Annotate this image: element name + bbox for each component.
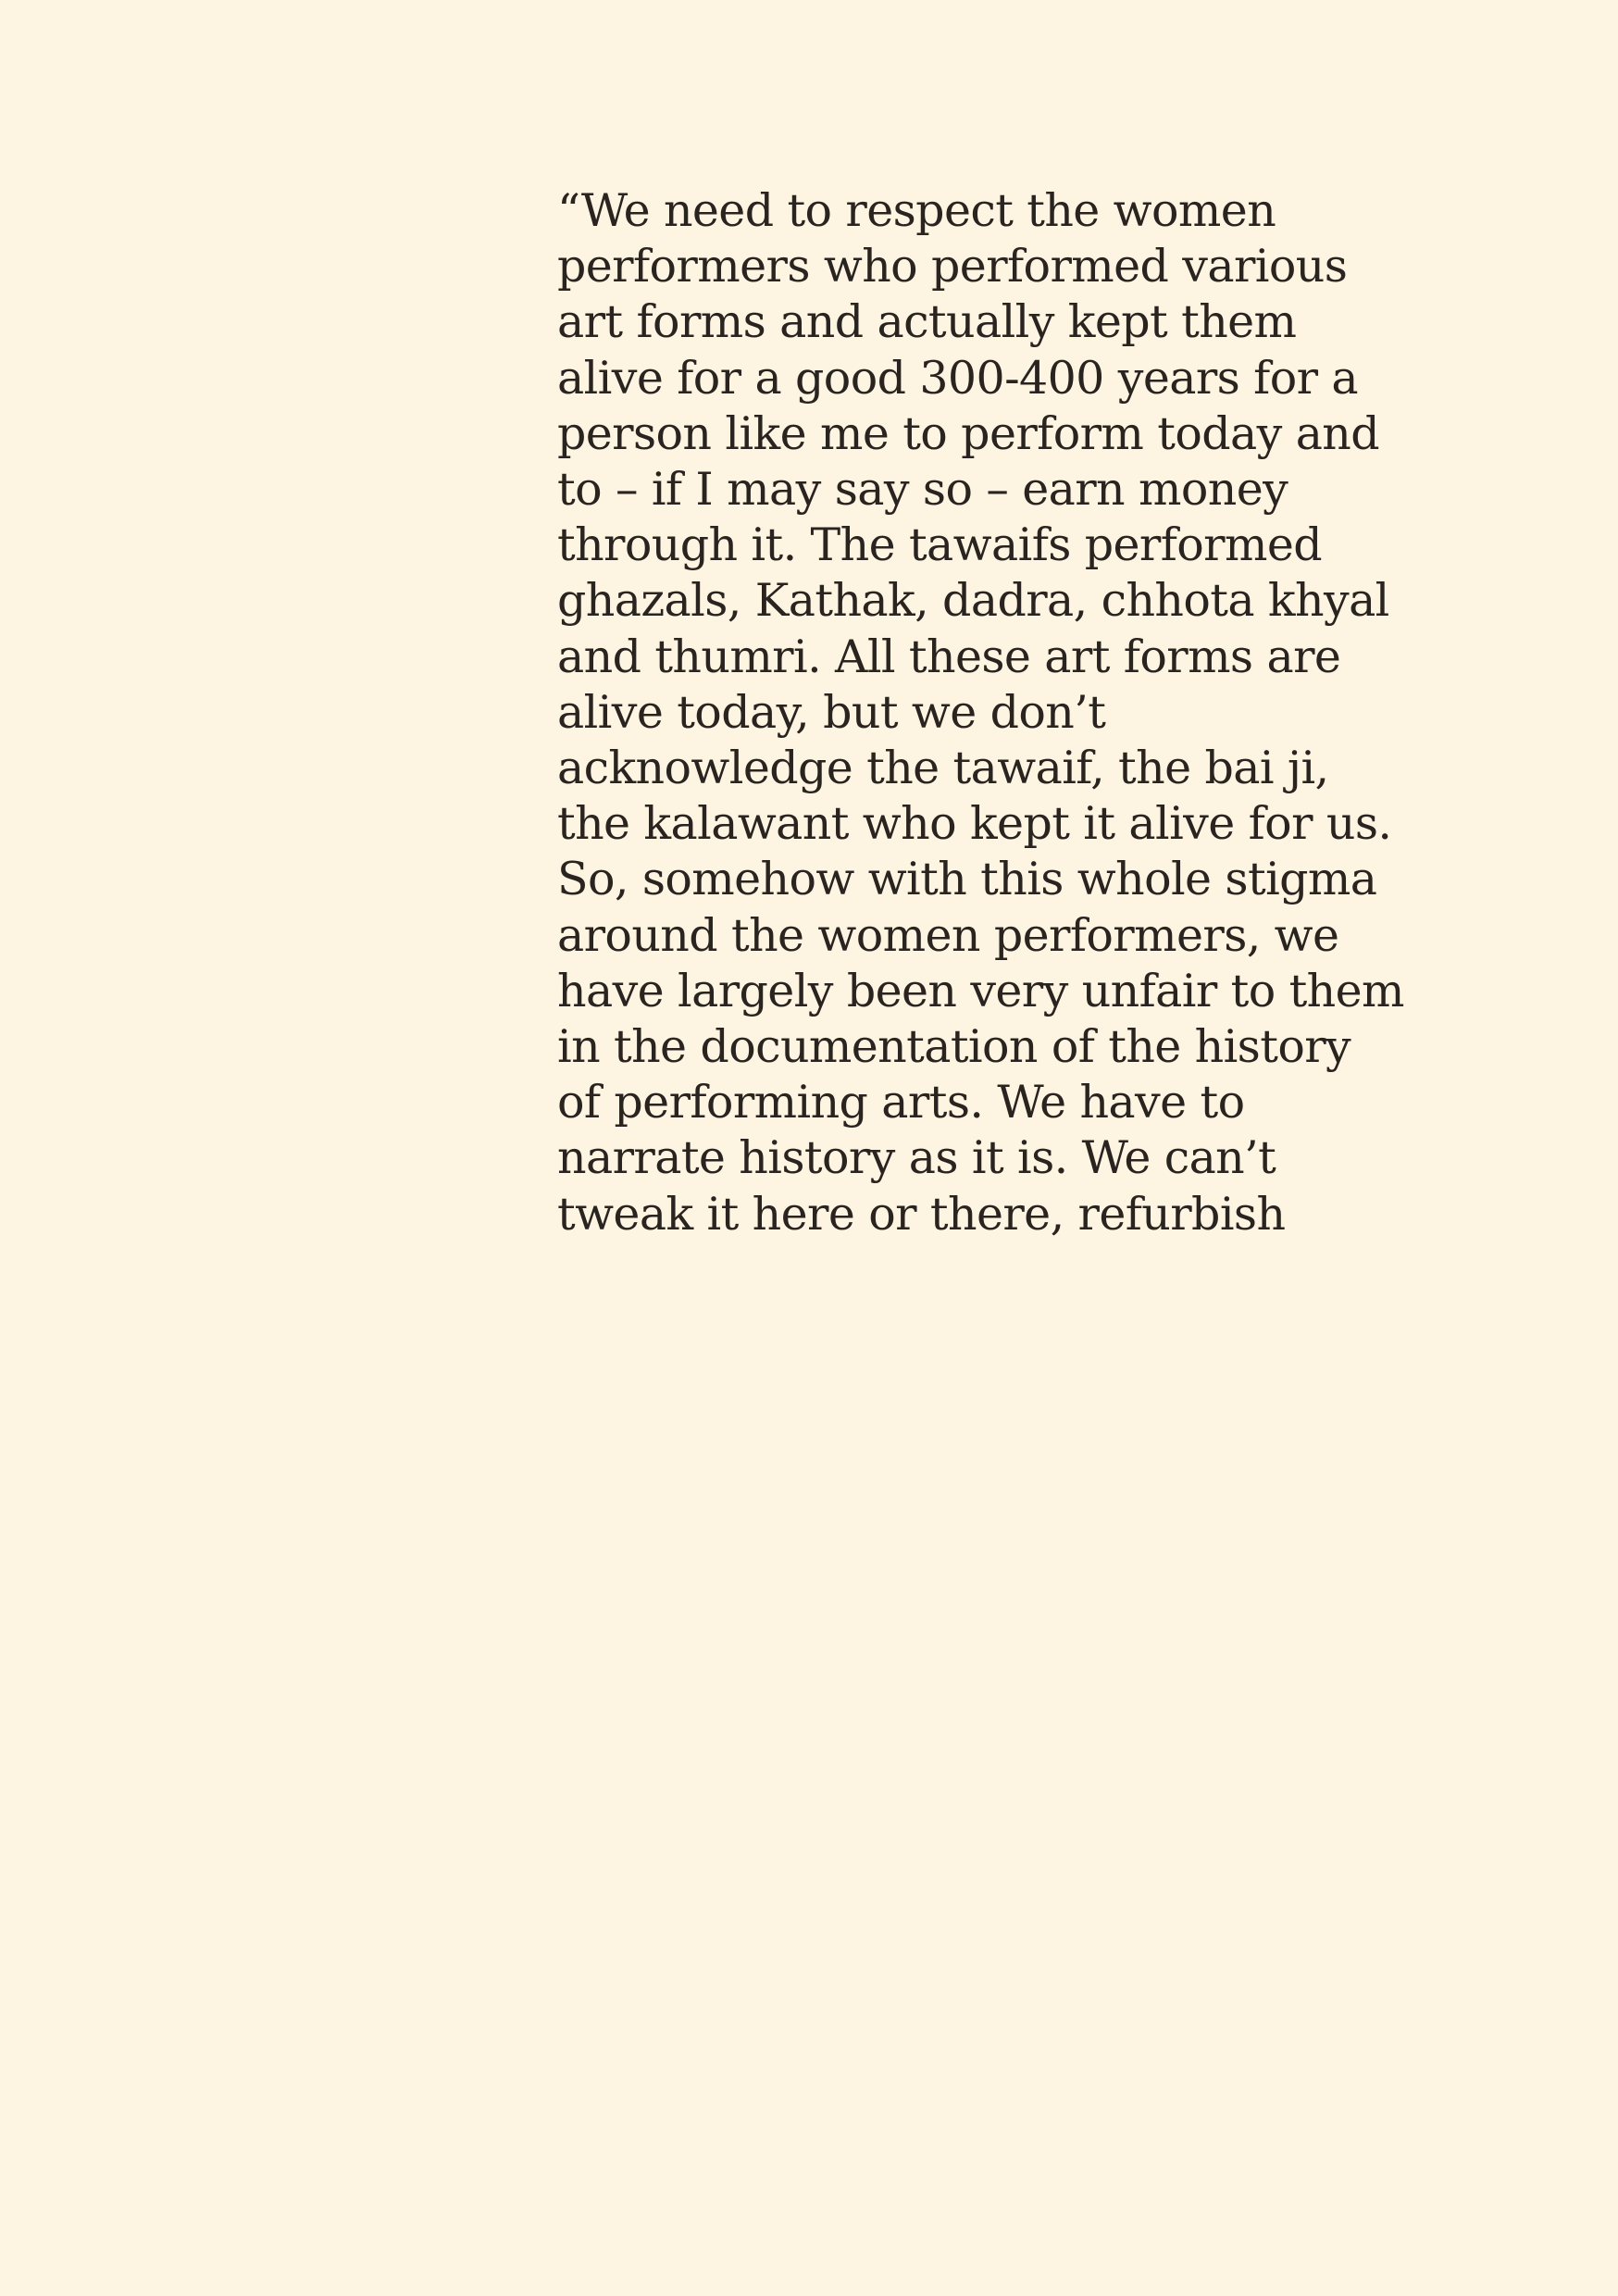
quote-line: performers who performed various: [557, 240, 1348, 293]
quote-line: tweak it here or there, refurbish: [557, 1187, 1286, 1241]
quote-line: art forms and actually kept them: [557, 295, 1297, 349]
quote-line: acknowledge the tawaif, the bai ji,: [557, 742, 1329, 795]
quote-line: have largely been very unfair to them: [557, 964, 1404, 1017]
quote-line: to – if I may say so – earn money: [557, 463, 1288, 517]
quote-line: around the women performers, we: [557, 908, 1339, 962]
quote-line: “We need to respect the women: [557, 184, 1276, 237]
quote-line: narrate history as it is. We can’t: [557, 1131, 1276, 1185]
quote-line: So, somehow with this whole stigma: [557, 853, 1377, 906]
quote-line: of performing arts. We have to: [557, 1076, 1245, 1129]
quote-line: through it. The tawaifs performed: [557, 518, 1323, 572]
quote-paragraph: [557, 183, 1483, 1242]
quote-line: in the documentation of the history: [557, 1020, 1351, 1074]
quote-line: and thumri. All these art forms are: [557, 630, 1341, 683]
quote-line: ghazals, Kathak, dadra, chhota khyal: [557, 574, 1389, 628]
quote-line: alive today, but we don’t: [557, 685, 1106, 739]
quote-line: the kalawant who kept it alive for us.: [557, 797, 1392, 851]
quote-line: person like me to perform today and: [557, 406, 1380, 460]
quote-line: alive for a good 300-400 years for a: [557, 351, 1359, 405]
